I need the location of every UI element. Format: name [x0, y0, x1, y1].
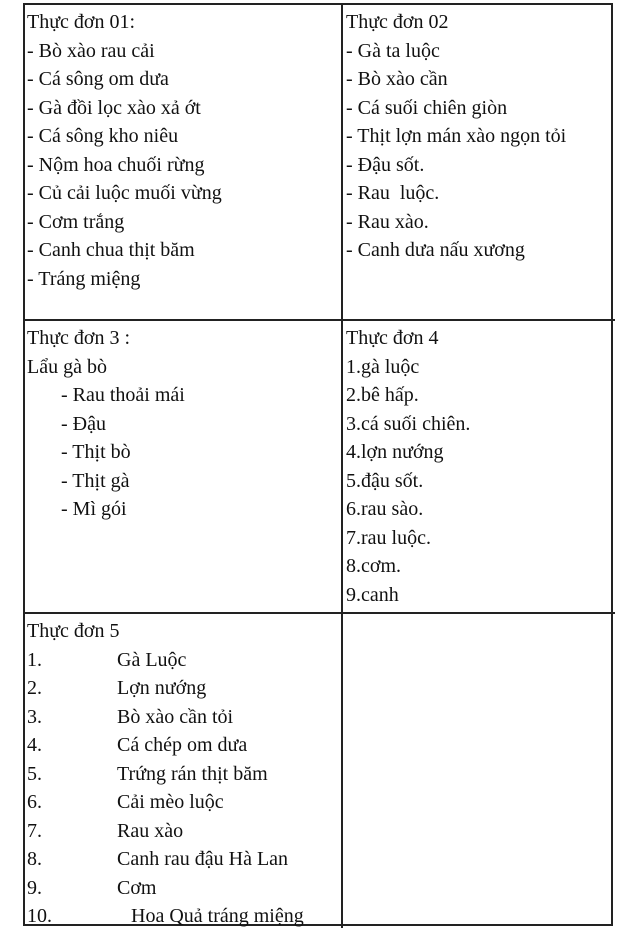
numbered-item	[27, 703, 341, 732]
menu-item: - Gà đồi lọc xào xả ớt	[27, 96, 201, 119]
menu-item: - Thịt gà	[61, 469, 130, 492]
menu-item: - Cơm trắng	[27, 210, 125, 233]
menu-title: Thực đơn 01:	[27, 11, 136, 33]
menu-title: Thực đơn 3 :	[27, 327, 131, 349]
item-text: Gà Luộc	[117, 648, 187, 671]
item-text: Lợn nướng	[117, 677, 207, 699]
menu-item: - Bò xào rau cải	[27, 39, 155, 62]
item-number: 6.	[27, 791, 42, 813]
item-text: Cải mèo luộc	[117, 791, 224, 813]
menu-item: - Đậu sốt.	[346, 153, 425, 176]
item-text: Bò xào cần tỏi	[117, 705, 234, 728]
item-number: 4.	[27, 734, 42, 756]
menu-item: - Rau luộc.	[346, 182, 440, 204]
menu-item: - Cá sông om dưa	[27, 68, 169, 90]
numbered-item	[27, 817, 341, 846]
menu-item: 6.rau sào.	[346, 498, 424, 520]
item-text: Rau xào	[117, 819, 184, 842]
menu-title: Thực đơn 5	[27, 620, 120, 642]
item-text: Cơm	[117, 876, 157, 899]
menu-cell-1	[25, 5, 343, 321]
numbered-item	[27, 674, 341, 703]
item-number: 9.	[27, 876, 42, 899]
item-text: Trứng rán thịt băm	[117, 762, 268, 785]
menu-cell-5	[25, 614, 343, 928]
menu-item: - Đậu	[61, 412, 106, 435]
empty-cell	[343, 614, 615, 928]
item-number: 7.	[27, 819, 42, 842]
menu-title: Thực đơn 4	[346, 327, 439, 349]
numbered-item	[27, 845, 341, 874]
menu-item: 2.bê hấp.	[346, 384, 419, 406]
menu-item: 5.đậu sốt.	[346, 469, 424, 492]
menu-item: - Rau thoải mái	[61, 384, 185, 406]
menu-item: - Tráng miệng	[27, 267, 141, 290]
menu-item: 4.lợn nướng	[346, 441, 444, 463]
numbered-item	[27, 788, 341, 817]
menu-item: - Mì gói	[61, 498, 127, 520]
item-number: 2.	[27, 677, 42, 699]
item-number: 5.	[27, 762, 42, 785]
menu-item: 8.cơm.	[346, 555, 402, 577]
menu-item: - Củ cải luộc muối vừng	[27, 182, 222, 204]
menu-item: - Nộm hoa chuối rừng	[27, 153, 205, 176]
numbered-item	[27, 731, 341, 760]
item-number: 3.	[27, 705, 42, 728]
menu-cell-3	[25, 321, 343, 614]
menu-item: - Cá sông kho niêu	[27, 125, 179, 147]
menu-item: 9.canh	[346, 583, 399, 606]
numbered-item	[27, 646, 341, 675]
menu-item: - Gà ta luộc	[346, 39, 440, 62]
item-number: 1.	[27, 648, 42, 671]
numbered-item	[27, 760, 341, 789]
menu-item: - Rau xào.	[346, 210, 429, 233]
item-text: Hoa Quả tráng miệng	[131, 905, 304, 927]
menu-item: 1.gà luộc	[346, 355, 420, 378]
item-number: 10.	[27, 905, 52, 927]
menu-item: - Thịt bò	[61, 441, 131, 463]
menu-item: - Canh chua thịt băm	[27, 239, 195, 261]
numbered-item	[27, 902, 341, 931]
menu-item: - Cá suối chiên giòn	[346, 96, 508, 119]
menu-cell-2	[343, 5, 615, 321]
menu-item: 7.rau luộc.	[346, 526, 431, 549]
menu-item: - Bò xào cần	[346, 68, 448, 90]
menu-item: - Thịt lợn mán xào ngọn tỏi	[346, 125, 567, 147]
item-text: Cá chép om dưa	[117, 734, 248, 756]
menu-item: - Canh dưa nấu xương	[346, 239, 525, 261]
menu-subtitle: Lẩu gà bò	[27, 355, 107, 378]
item-number: 8.	[27, 848, 42, 870]
menu-item: 3.cá suối chiên.	[346, 412, 471, 435]
item-text: Canh rau đậu Hà Lan	[117, 848, 289, 870]
numbered-item	[27, 874, 341, 903]
menu-cell-4	[343, 321, 615, 614]
menu-title: Thực đơn 02	[346, 11, 449, 33]
menu-table	[23, 3, 613, 926]
